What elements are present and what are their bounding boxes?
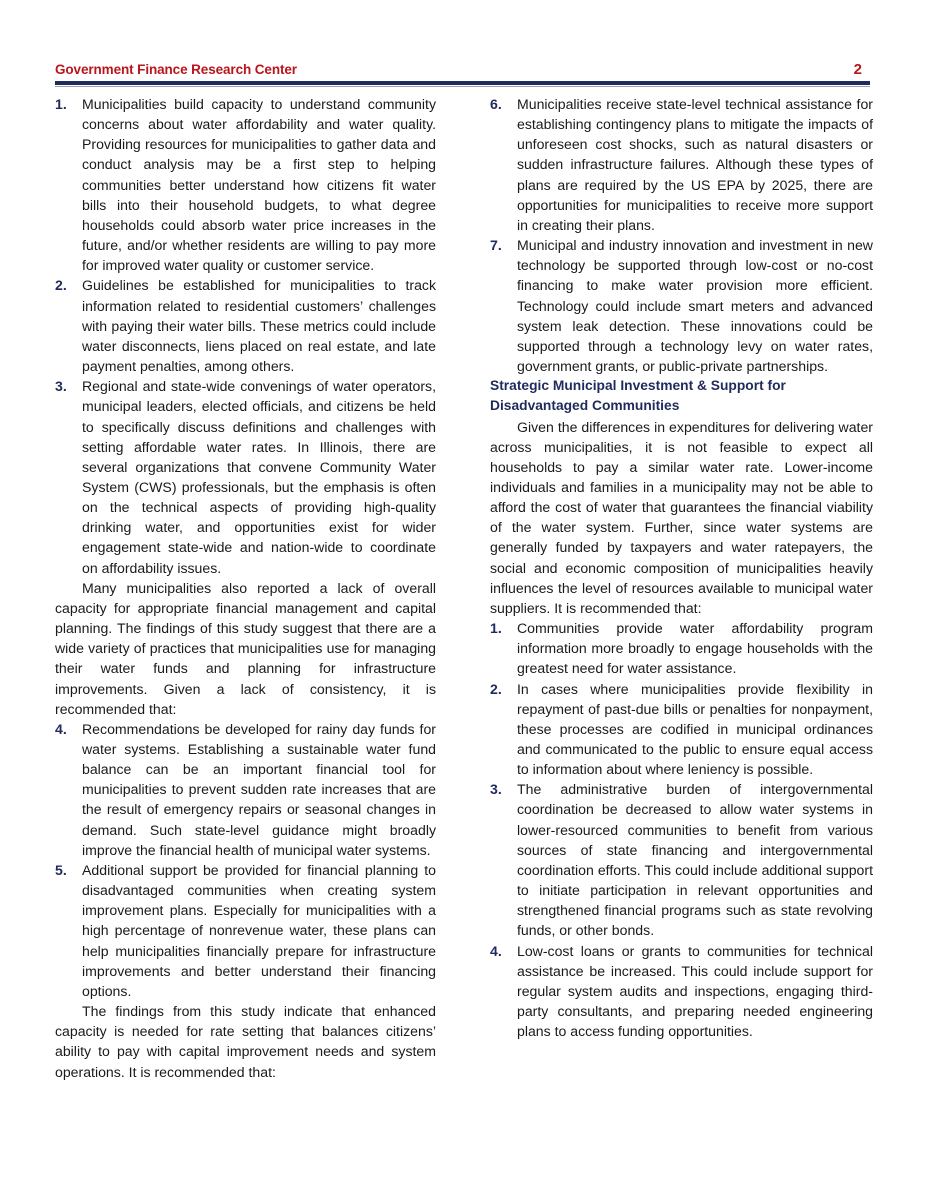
item-text: Municipalities build capacity to understand community concerns about water affordability and water quality. Providing resources for municipalities to gather data and conduct analysis may be a first step to helping communities better understand how citizens fit water bills into their household budgets, to what degree households could absorb water price increases in the future, and/or whether residents are willing to pay more for improved water quality or customer service. <box>82 96 436 274</box>
right-column <box>490 94 873 1041</box>
recommendation-item <box>490 779 873 940</box>
body-paragraph: Many municipalities also reported a lack of overall capacity for appropriate financial management and capital planning. The findings of this study suggest that there are a wide variety of practices that municipalities use for managing their water funds and planning for infrastructure improvements. Given a lack of consistency, it is recommended that: <box>55 579 436 717</box>
item-number: 7. <box>490 237 502 254</box>
recommendation-item <box>490 618 873 678</box>
item-text: In cases where municipalities provide flexibility in repayment of past-due bills or penalties for nonpayment, these processes are codified in municipal ordinances and communicated to the public to ensure equal access to information about where leniency is possible. <box>517 680 873 778</box>
page-header <box>55 62 870 80</box>
item-text: Low-cost loans or grants to communities for technical assistance be increased. This could include support for regular system audits and inspections, engaging third-party consultants, and preparing needed engineering plans to access funding opportunities. <box>517 942 873 1040</box>
body-paragraph: The findings from this study indicate that enhanced capacity is needed for rate setting that balances citizens’ ability to pay with capital improvement needs and system operations. It is recommended that: <box>55 1003 436 1080</box>
item-text: Municipalities receive state-level technical assistance for establishing contingency plans to mitigate the impacts of unforeseen cost shocks, such as natural disasters or sudden infrastructure failures. Although these types of plans are required by the US EPA by 2025, there are opportunities for municipalities to receive more support in creating their plans. <box>517 96 873 233</box>
section-heading: Strategic Municipal Investment & Support for Disadvantaged Communities <box>490 378 786 414</box>
page-number: 2 <box>853 61 862 78</box>
header-rule-thin <box>55 86 870 87</box>
recommendation-item <box>55 376 436 578</box>
recommendation-item <box>490 679 873 780</box>
recommendation-item <box>55 719 436 860</box>
recommendation-item <box>55 860 436 1001</box>
recommendation-item <box>55 94 436 275</box>
item-text: Regional and state-wide convenings of water operators, municipal leaders, elected officials, and citizens be held to specifically discuss definitions and challenges with setting affordable water rates. In Illinois, there are several organizations that convene Community Water System (CWS) professionals, but the emphasis is often on the technical aspects of providing high-quality drinking water, and opportunities exist for wider engagement state-wide and nation-wide to coordinate on affordability issues. <box>82 378 436 576</box>
body-paragraph: Given the differences in expenditures for delivering water across municipalities, it is not feasible to expect all households to pay a similar water rate. Lower-income individuals and families in a municipality may not be able to afford the cost of water that guarantees the financial viability of the water system. Further, since water systems are generally funded by taxpayers and water ratepayers, the social and economic composition of municipalities heavily influences the level of resources available to municipal water suppliers. It is recommended that: <box>490 418 873 616</box>
left-column <box>55 94 436 1082</box>
item-number: 5. <box>55 861 67 878</box>
item-number: 4. <box>55 720 67 737</box>
recommendation-item <box>490 94 873 235</box>
item-number: 2. <box>490 680 502 697</box>
item-text: Recommendations be developed for rainy day funds for water systems. Establishing a sustainable water fund balance can be an important financial tool for municipalities to prevent sudden rate increases that are the result of emergency repairs or seasonal changes in demand. Such state-level guidance might broadly improve the financial health of municipal water systems. <box>82 720 436 858</box>
item-text: Municipal and industry innovation and investment in new technology be supported through low-cost or no-cost financing to make water provision more efficient. Technology could include smart meters and advanced system leak detection. These innovations could be supported through a technology levy on water rates, government grants, or public-private partnerships. <box>517 237 873 375</box>
item-text: The administrative burden of intergovernmental coordination be decreased to allow water systems in lower-resourced communities to benefit from various sources of state financing and intergovernmental coordination efforts. This could include additional support to initiate participation in relevant opportunities and strengthened financial programs such as state revolving funds, or other bonds. <box>517 781 873 939</box>
organization-name: Government Finance Research Center <box>55 62 297 77</box>
item-text: Communities provide water affordability program information more broadly to engage households with the greatest need for water assistance. <box>517 620 873 677</box>
item-number: 4. <box>490 942 502 959</box>
item-number: 2. <box>55 277 67 294</box>
item-number: 1. <box>55 96 67 112</box>
header-rule <box>55 81 870 85</box>
recommendation-item <box>490 941 873 1042</box>
item-number: 6. <box>490 96 502 112</box>
item-text: Guidelines be established for municipalities to track information related to residential customers’ challenges with paying their water bills. These metrics could include water disconnects, liens placed on real estate, and late payment penalties, among others. <box>82 277 436 375</box>
item-number: 3. <box>490 781 502 798</box>
item-text: Additional support be provided for financial planning to disadvantaged communities when creating system improvement plans. Especially for municipalities with a high percentage of nonrevenue water, these plans can help municipalities financially prepare for infrastructure improvements and better understand their financing options. <box>82 861 436 999</box>
item-number: 3. <box>55 378 67 395</box>
recommendation-item <box>490 235 873 376</box>
recommendation-item <box>55 275 436 376</box>
item-number: 1. <box>490 620 502 637</box>
